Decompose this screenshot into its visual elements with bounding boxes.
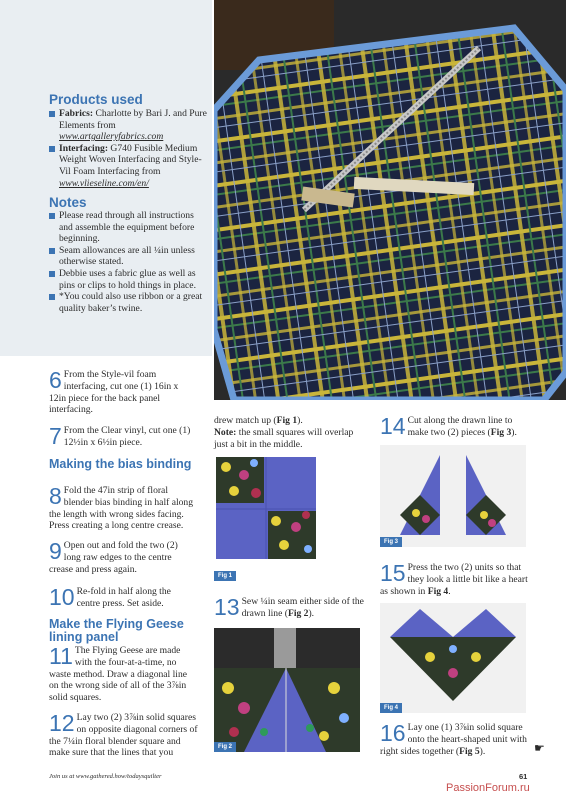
- page-number: 61: [519, 772, 528, 781]
- step-6: 6 From the Style-vil foam interfacing, cut one (1) 16in x 12in piece for the back panel interfacing.: [49, 367, 179, 416]
- notes-title: Notes: [49, 195, 87, 210]
- step-10: 10 Re-fold in half along the centre press. Set aside.: [49, 584, 171, 610]
- footer-link[interactable]: Join us at www.gathered.how/todaysquilter: [49, 773, 162, 780]
- figure-3: [380, 445, 526, 547]
- list-item: Interfacing: G740 Fusible Medium Weight Woven Interfacing and Style-Vil Foam Interfacing from www.vlieseline.com/en/: [49, 143, 209, 189]
- bias-heading: Making the bias binding: [49, 457, 192, 471]
- products-title: Products used: [49, 92, 143, 107]
- plaid-project-photo: [214, 0, 566, 400]
- figure-1-label: Fig 1: [214, 571, 236, 581]
- step-8: 8 Fold the 47in strip of floral blender bias binding in half along the length with wrong sides facing. Press creating a long centre crease.: [49, 483, 194, 532]
- bullet-icon: [49, 271, 55, 277]
- bullet-icon: [49, 213, 55, 219]
- list-item: Fabrics: Charlotte by Bari J. and Pure Elements from www.artgalleryfabrics.com: [49, 108, 209, 143]
- step-11: 11 The Flying Geese are made with the four-at-a-time, no waste method. Draw a diagonal line on the wrong side of all of the 3⅞in solid squares.: [49, 643, 187, 704]
- products-list: [49, 108, 209, 189]
- bullet-icon: [49, 248, 55, 254]
- step-14: 14 Cut along the drawn line to make two (2) pieces (Fig 3).: [380, 413, 517, 439]
- figure-4: [380, 603, 526, 713]
- list-item: *You could also use ribbon or a great quality baker’s twine.: [49, 291, 209, 314]
- figure-1: [214, 455, 318, 581]
- pointing-hand-icon: ☛: [534, 741, 545, 755]
- step-7: 7 From the Clear vinyl, cut one (1) 12½in x 6½in piece.: [49, 423, 191, 449]
- step-12-continued: drew match up (Fig 1). Note: the small squares will overlap just a bit in the middle.: [214, 415, 354, 450]
- link[interactable]: www.vlieseline.com/en/: [59, 177, 149, 189]
- list-item: Seam allowances are all ¼in unless otherwise stated.: [49, 245, 209, 268]
- watermark: PassionForum.ru: [446, 782, 530, 794]
- step-12: 12 Lay two (2) 3⅞in solid squares on opposite diagonal corners of the 7¼in floral blender square and make sure that the lines that you: [49, 710, 198, 759]
- bullet-icon: [49, 146, 55, 152]
- list-item: Debbie uses a fabric glue as well as pins or clips to hold things in place.: [49, 268, 209, 291]
- step-16: 16 Lay one (1) 3⅞in solid square onto the heart-shaped unit with right sides together (Fig 5).: [380, 720, 527, 757]
- figure-3-label: Fig 3: [380, 537, 402, 547]
- step-13: 13 Sew ¼in seam either side of the drawn line (Fig 2).: [214, 594, 364, 620]
- figure-4-label: Fig 4: [380, 703, 402, 713]
- figure-2-label: Fig 2: [214, 742, 236, 752]
- geese-heading: Make the Flying Geese lining panel: [49, 617, 184, 644]
- figure-2: [214, 628, 360, 752]
- list-item: Please read through all instructions and assemble the equipment before beginning.: [49, 210, 209, 245]
- step-15: 15 Press the two (2) units so that they look a little bit like a heart as shown in Fig 4.: [380, 560, 528, 597]
- notes-list: [49, 210, 209, 314]
- link[interactable]: www.artgalleryfabrics.com: [59, 131, 164, 143]
- step-9: 9 Open out and fold the two (2) long raw edges to the centre crease and press again.: [49, 538, 178, 575]
- bullet-icon: [49, 294, 55, 300]
- bullet-icon: [49, 111, 55, 117]
